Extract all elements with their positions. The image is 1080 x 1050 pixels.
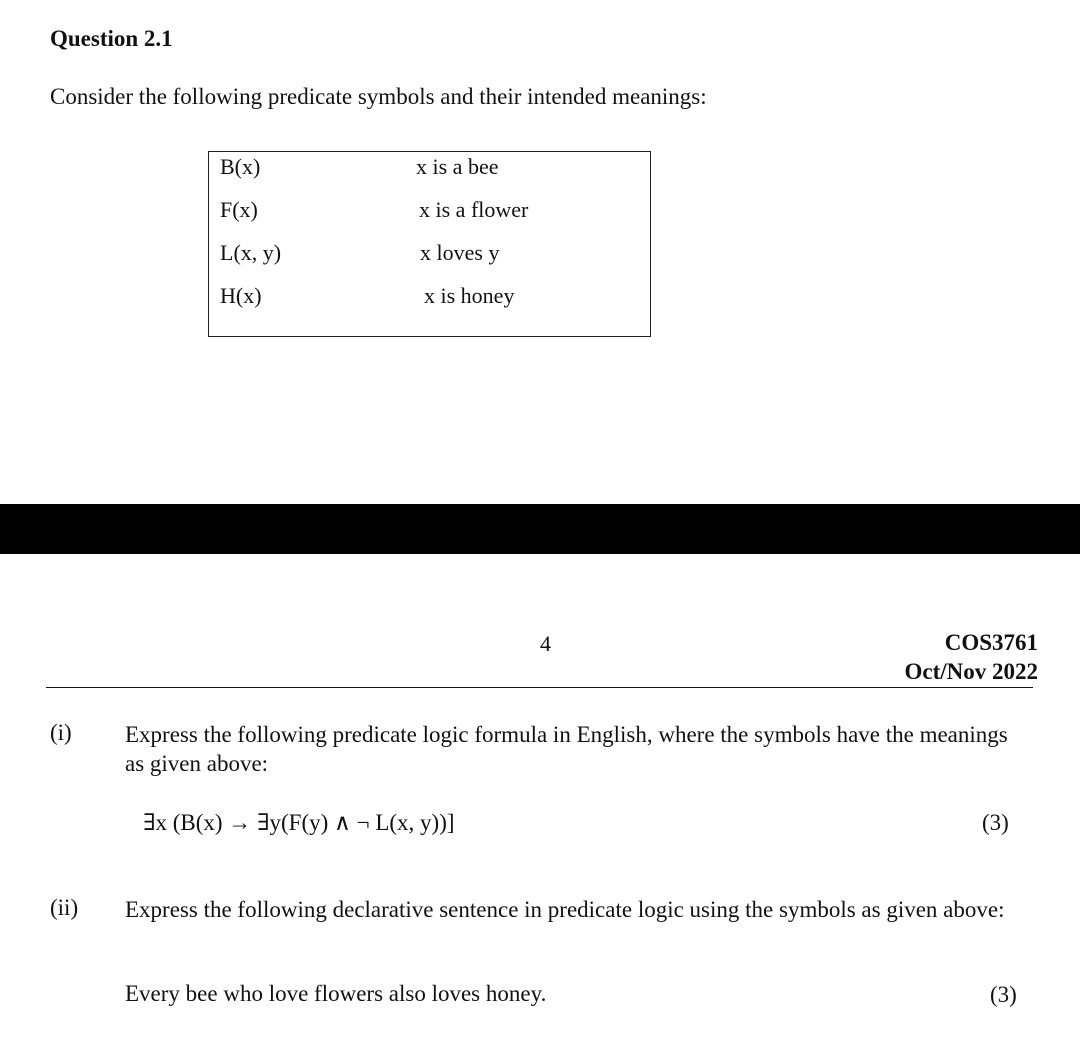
predicate-symbol: F(x): [220, 197, 258, 222]
predicate-meaning: x is honey: [424, 283, 515, 308]
part-ii-sentence: Every bee who love flowers also loves honey.: [125, 981, 547, 1006]
exam-date: Oct/Nov 2022: [904, 659, 1038, 684]
predicate-meaning: x is a flower: [419, 197, 529, 222]
predicate-symbol: H(x): [220, 283, 262, 308]
part-i-instruction: Express the following predicate logic formula in English, where the symbols have the meanings as given above:: [125, 722, 1008, 776]
predicate-symbol: L(x, y): [220, 240, 282, 265]
part-i-label: (i): [50, 720, 72, 745]
question-intro: Consider the following predicate symbols and their intended meanings:: [50, 84, 707, 109]
part-i-formula: ∃x (B(x) → ∃y(F(y) ∧ ¬ L(x, y))]: [143, 810, 455, 835]
header-divider: [46, 687, 1033, 688]
part-ii-label: (ii): [50, 895, 79, 920]
predicate-meaning: x is a bee: [416, 154, 499, 179]
part-ii-marks: (3): [990, 982, 1017, 1007]
predicate-meaning: x loves y: [420, 240, 500, 265]
part-ii-instruction: Express the following declarative sentence in predicate logic using the symbols as given above:: [125, 897, 1005, 922]
course-code: COS3761: [944, 630, 1038, 655]
page-break-bar: [0, 504, 1080, 554]
part-i-marks: (3): [982, 810, 1009, 835]
predicate-table: [208, 151, 651, 337]
predicate-symbol: B(x): [220, 154, 261, 179]
question-title: Question 2.1: [50, 26, 173, 51]
page-number: 4: [540, 631, 551, 656]
